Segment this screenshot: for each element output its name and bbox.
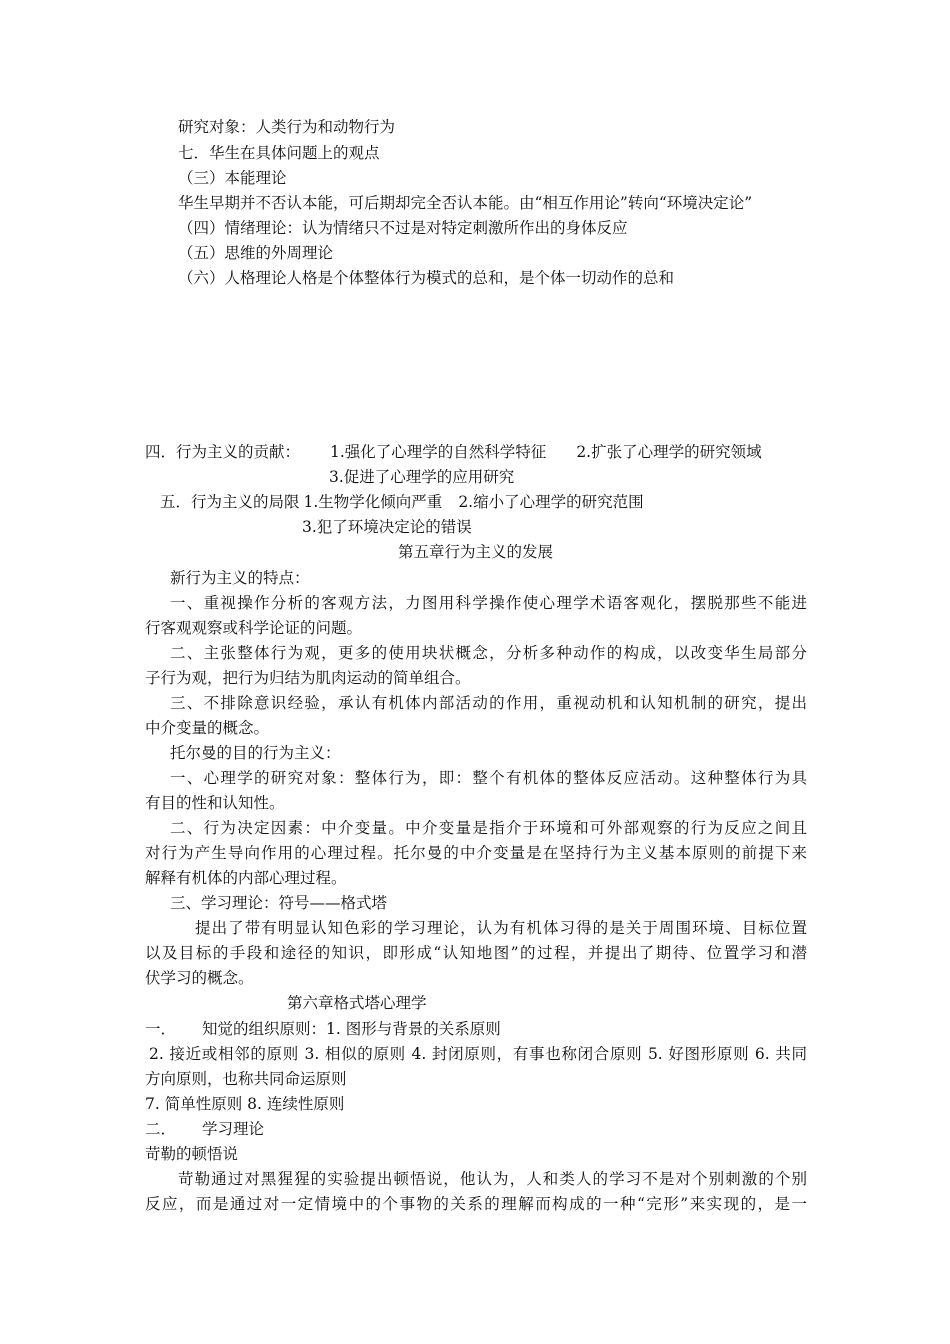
paragraph-heading: 三、学习理论：符号——格式塔: [170, 894, 388, 912]
list-text: 学习理论: [202, 1120, 265, 1138]
paragraph-line: 方向原则，也称共同命运原则: [145, 1070, 347, 1088]
chapter-title: 第六章格式塔心理学: [287, 994, 427, 1012]
paragraph-line: 苛勒通过对黑猩猩的实验提出顿悟说，他认为，人和类人的学习不是对个别刺激的个别: [178, 1170, 807, 1188]
subsection-heading: （六）人格理论人格是个体整体行为模式的总和，是个体一切动作的总和: [178, 269, 675, 287]
limitation-item: 2.缩小了心理学的研究范围: [458, 493, 644, 511]
contributions-line: [145, 442, 762, 462]
contribution-item: 1.强化了心理学的自然科学特征: [330, 443, 547, 461]
limitations-line: [160, 492, 644, 512]
paragraph-line: 一、重视操作分析的客观方法，力图用科学操作使心理学术语客观化，摆脱那些不能进: [170, 594, 807, 612]
limitation-item: 3.犯了环境决定论的错误: [302, 518, 472, 536]
paragraph-line: 一、心理学的研究对象：整体行为，即：整个有机体的整体反应活动。这种整体行为具: [170, 769, 807, 787]
subsection-heading: （五）思维的外周理论: [178, 244, 334, 262]
text-line: 研究对象：人类行为和动物行为: [178, 118, 396, 136]
paragraph-line: 中介变量的概念。: [145, 719, 270, 737]
list-item: [145, 1019, 501, 1039]
contributions-heading: 四．行为主义的贡献：: [145, 443, 301, 461]
paragraph-line: 反应，而是通过对一定情境中的个事物的关系的理解而构成的一种“完形”来实现的，是一: [145, 1195, 807, 1213]
contribution-item: 3.促进了心理学的应用研究: [329, 468, 515, 486]
chapter-title: 第五章行为主义的发展: [398, 543, 554, 561]
list-item: [145, 1119, 264, 1139]
section-heading: 七．华生在具体问题上的观点: [178, 144, 380, 162]
paragraph-heading: 托尔曼的目的行为主义：: [170, 744, 341, 762]
limitations-heading: 五．行为主义的局限: [160, 493, 300, 511]
list-number: 一．: [145, 1020, 177, 1038]
list-text: 知觉的组织原则：1. 图形与背景的关系原则: [202, 1020, 501, 1038]
paragraph-heading: 苛勒的顿悟说: [145, 1145, 239, 1163]
paragraph-line: 对行为产生导向作用的心理过程。托尔曼的中介变量是在坚持行为主义基本原则的前提下来: [145, 844, 807, 862]
paragraph-line: 二、行为决定因素：中介变量。中介变量是指介于环境和可外部观察的行为反应之间且: [170, 819, 807, 837]
paragraph-line: 提出了带有明显认知色彩的学习理论，认为有机体习得的是关于周围环境、目标位置: [195, 919, 807, 937]
paragraph-line: 子行为观，把行为归结为肌肉运动的简单组合。: [145, 669, 471, 687]
paragraph-line: 二、主张整体行为观，更多的使用块状概念，分析多种动作的构成，以改变华生局部分: [170, 644, 807, 662]
contribution-item: 2.扩张了心理学的研究领域: [576, 443, 762, 461]
limitation-item: 1.生物学化倾向严重: [303, 493, 443, 511]
subsection-heading: （三）本能理论: [178, 169, 287, 187]
paragraph-line: 2. 接近或相邻的原则 3. 相似的原则 4. 封闭原则，有事也称闭合原则 5. 好图形原则 6. 共同: [149, 1045, 807, 1063]
paragraph-line: 伏学习的概念。: [145, 969, 254, 987]
paragraph-line: 7. 简单性原则 8. 连续性原则: [145, 1095, 345, 1113]
paragraph-line: 以及目标的手段和途径的知识，即形成“认知地图”的过程，并提出了期待、位置学习和潜: [145, 944, 807, 962]
paragraph-line: 行客观观察或科学论证的问题。: [145, 619, 363, 637]
paragraph-line: 解释有机体的内部心理过程。: [145, 869, 347, 887]
text-line: 华生早期并不否认本能，可后期却完全否认本能。由“相互作用论”转向“环境决定论”: [178, 194, 753, 212]
paragraph-heading: 新行为主义的特点：: [170, 569, 310, 587]
subsection-heading: （四）情绪理论：认为情绪只不过是对特定刺激所作出的身体反应: [178, 219, 628, 237]
paragraph-line: 有目的性和认知性。: [145, 794, 285, 812]
list-number: 二．: [145, 1120, 177, 1138]
paragraph-line: 三、不排除意识经验，承认有机体内部活动的作用，重视动机和认知机制的研究，提出: [170, 694, 807, 712]
